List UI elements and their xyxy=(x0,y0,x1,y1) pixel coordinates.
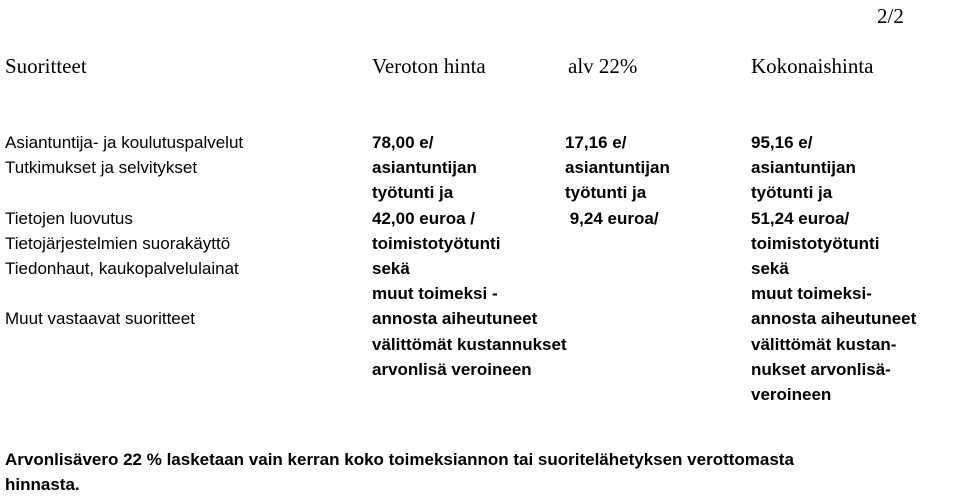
vat-line: asiantuntijan xyxy=(565,158,670,178)
total-price-column xyxy=(751,130,960,407)
service-item: Tiedonhaut, kaukopalvelulainat xyxy=(5,259,239,279)
service-item: Tutkimukset ja selvitykset xyxy=(5,158,198,178)
total-price-line: työtunti ja xyxy=(751,183,833,203)
net-price-line: 78,00 e/ xyxy=(372,133,434,152)
header-total-price: Kokonaishinta xyxy=(751,54,874,78)
vat-line: työtunti ja xyxy=(565,183,647,203)
service-item: Muut vastaavat suoritteet xyxy=(5,309,195,329)
total-price-line: 51,24 euroa/ xyxy=(751,208,850,228)
net-price-line: toimistotyötunti xyxy=(372,233,501,253)
total-price-line: nukset arvonlisä- xyxy=(751,359,891,379)
net-price-line: työtunti ja xyxy=(372,183,454,203)
total-price-line: 95,16 e/ xyxy=(751,133,813,152)
vat-line: 9,24 euroa/ xyxy=(565,208,659,228)
total-price-line: sekä xyxy=(751,259,789,279)
footnote-line: Arvonlisävero 22 % lasketaan vain kerran koko toimeksiannon tai suoritelähetyksen verottomasta xyxy=(5,450,794,469)
vat-column xyxy=(565,130,735,231)
total-price-line: asiantuntijan xyxy=(751,158,856,178)
page-number: 2/2 xyxy=(877,4,904,28)
net-price-line: välittömät kustannukset xyxy=(372,334,567,354)
footnote-line: hinnasta. xyxy=(5,475,80,495)
header-services: Suoritteet xyxy=(5,54,87,78)
vat-line: 17,16 e/ xyxy=(565,133,627,152)
services-column xyxy=(5,130,365,332)
service-item: Tietojen luovutus xyxy=(5,208,133,228)
net-price-line: annosta aiheutuneet xyxy=(372,309,538,329)
net-price-line: muut toimeksi - xyxy=(372,284,498,304)
service-item: Tietojärjestelmien suorakäyttö xyxy=(5,233,231,253)
total-price-line: veroineen xyxy=(751,385,832,405)
service-item: Asiantuntija- ja koulutuspalvelut xyxy=(5,133,244,152)
total-price-line: välittömät kustan- xyxy=(751,334,897,354)
vat-footnote xyxy=(5,447,960,497)
net-price-line: arvonlisä veroineen xyxy=(372,359,532,379)
net-price-line: asiantuntijan xyxy=(372,158,477,178)
header-net-price: Veroton hinta xyxy=(372,54,486,78)
header-vat: alv 22% xyxy=(568,54,638,78)
total-price-line: toimistotyötunti xyxy=(751,233,880,253)
total-price-line: annosta aiheutuneet xyxy=(751,309,917,329)
net-price-line: 42,00 euroa / xyxy=(372,208,476,228)
net-price-line: sekä xyxy=(372,259,410,279)
total-price-line: muut toimeksi- xyxy=(751,284,872,304)
